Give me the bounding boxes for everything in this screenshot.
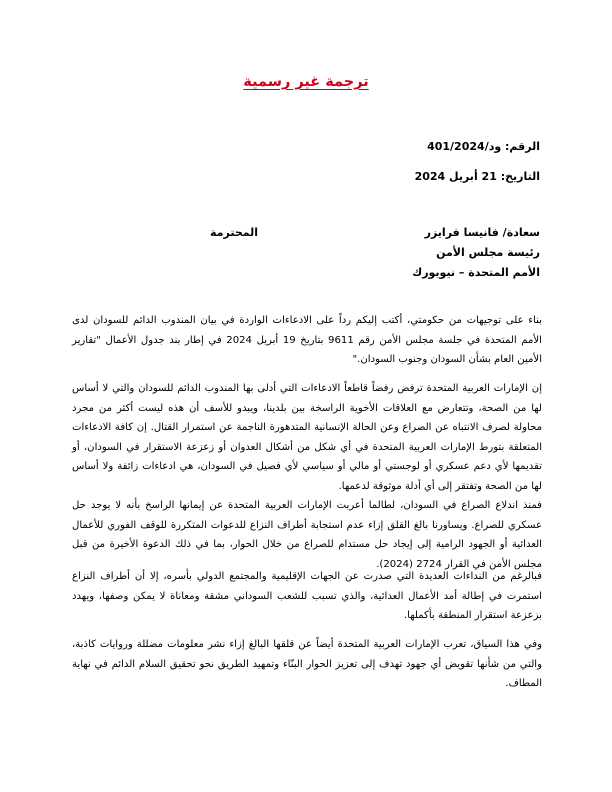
addressee-honorific: المحترمة: [210, 226, 259, 239]
body-paragraph: بناء على توجيهات من حكومتي، أكتب إليكم رداً على الادعاءات الواردة في بيان المندوب الدائم للسودان لدى الأمم المتحدة في جلسة مجلس الأمن رقم 9611 بتاريخ 19 أبريل 2024 في إطار بند جدول الأعمال "تقارير الأمين العام بشأن السودان وجنوب السودان.": [72, 315, 542, 365]
letter-date: التاريخ: 21 أبريل 2024: [414, 170, 540, 183]
addressee-name: سعادة/ فانيسا فرايزر: [424, 226, 540, 239]
addressee-organization: الأمم المتحدة – نيويورك: [412, 266, 540, 279]
unofficial-translation-title: ترجمة غير رسمية: [243, 74, 369, 90]
body-paragraph: فمنذ اندلاع الصراع في السودان، لطالما أعربت الإمارات العربية المتحدة عن إيمانها الراسخ بأنه لا يوجد حل عسكري للصراع. ويساورنا بالغ القلق إزاء عدم استجابة أطراف النزاع للدعوات المتكررة للوقف الفوري للأعمال العدائية أو الجهود الرامية إلى إيجاد حل مستدام للصراع من خلال الحوار، بما في ذلك الدعوة الأخيرة من قبل مجلس الأمن في القرار 2724 (2024).: [72, 500, 542, 570]
addressee-position: رئيسة مجلس الأمن: [436, 246, 540, 259]
reference-number: الرقم: ود/401/2024: [427, 140, 540, 153]
body-paragraph: وفي هذا السياق، تعرب الإمارات العربية المتحدة أيضاً عن قلقها البالغ إزاء نشر معلومات مضللة وروايات كاذبة، والتي من شأنها تقويض أي جهود تهدف إلى تعزيز الحوار البنّاء وتمهيد الطريق نحو تحقيق السلام الدائم في نهاية المطاف.: [72, 639, 542, 689]
body-paragraph: فبالرغم من النداءات العديدة التي صدرت عن الجهات الإقليمية والمجتمع الدولي بأسره، إلا أن أطراف النزاع استمرت في إطالة أمد الأعمال العدائية، والذي تسبب للشعب السوداني مشقة ومعاناة لا يمكن وصفها، ويهدد بزعزعة استقرار المنطقة بأكملها.: [72, 571, 542, 621]
body-paragraph: إن الإمارات العربية المتحدة ترفض رفضاً قاطعاً الادعاءات التي أدلى بها المندوب الدائم للسودان والتي لا أساس لها من الصحة، وتتعارض مع العلاقات الأخوية الراسخة بين بلدينا، ويبدو للأسف أن هذه ليست أكثر من مجرد محاولة لصرف الانتباه عن الصراع وعن الحالة الإنسانية المتدهورة الناجمة عن استمرار القتال. إن كافة الادعاءات المتعلقة بتورط الإمارات العربية المتحدة في أي شكل من أشكال العدوان أو زعزعة الاستقرار في السودان، أو تقديمها لأي دعم عسكري أو لوجستي أو مالي أو سياسي لأي فصيل في السودان، هي ادعاءات زائفة ولا أساس لها من الصحة وتفتقر إلى أي أدلة موثوقة لدعمها.: [72, 383, 542, 492]
